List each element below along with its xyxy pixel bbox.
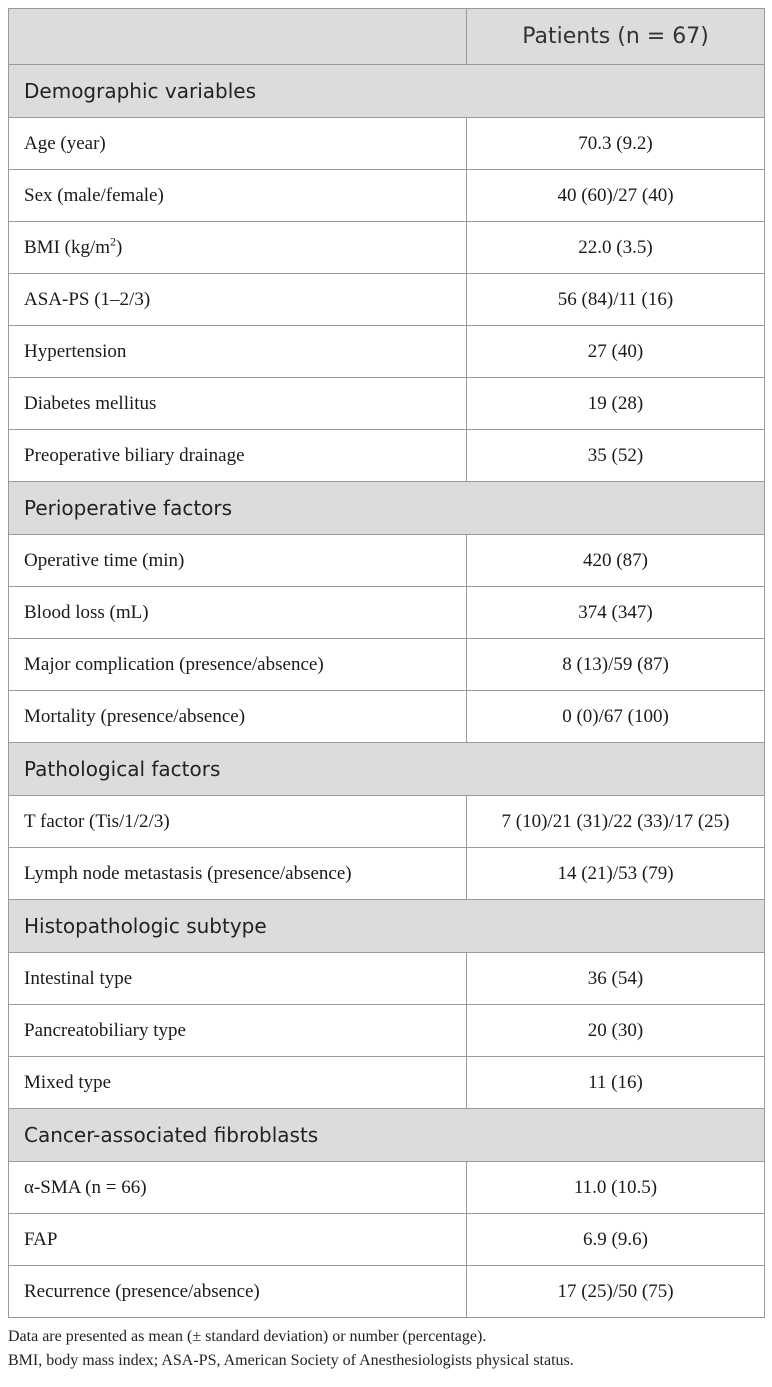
row-label (9, 118, 467, 170)
section-header-row (9, 1109, 765, 1162)
section-header-row (9, 900, 765, 953)
table-row (9, 326, 765, 378)
row-label-text: Major complication (presence/absence) (24, 653, 324, 675)
section-title: Demographic variables (9, 65, 765, 118)
row-value: 56 (84)/11 (16) (467, 274, 765, 326)
row-label (9, 796, 467, 848)
row-value: 35 (52) (467, 430, 765, 482)
table-row (9, 953, 765, 1005)
row-label (9, 274, 467, 326)
table-row (9, 1266, 765, 1318)
row-value: 11.0 (10.5) (467, 1162, 765, 1214)
table-row (9, 1162, 765, 1214)
table-row (9, 1057, 765, 1109)
row-value: 36 (54) (467, 953, 765, 1005)
row-label (9, 326, 467, 378)
table-row (9, 274, 765, 326)
row-label (9, 587, 467, 639)
row-label-superscript: 2 (110, 234, 117, 249)
footnote-data-presentation: Data are presented as mean (± standard deviation) or number (percentage). (8, 1328, 487, 1345)
row-value: 14 (21)/53 (79) (467, 848, 765, 900)
row-label (9, 1005, 467, 1057)
footnote-abbreviations: BMI, body mass index; ASA-PS, American Society of Anesthesiologists physical status. (8, 1352, 574, 1369)
row-value: 19 (28) (467, 378, 765, 430)
patient-characteristics-table-container (8, 8, 764, 1318)
row-label (9, 1266, 467, 1318)
row-value: 0 (0)/67 (100) (467, 691, 765, 743)
table-header-row (9, 9, 765, 65)
row-label (9, 170, 467, 222)
patient-characteristics-table (8, 8, 765, 1318)
section-title: Perioperative factors (9, 482, 765, 535)
table-footnotes (8, 1325, 768, 1373)
row-label-text: Operative time (min) (24, 549, 185, 571)
header-patients-column: Patients (n = 67) (467, 9, 765, 65)
row-label (9, 639, 467, 691)
row-label-text: Intestinal type (24, 967, 133, 989)
table-row (9, 222, 765, 274)
row-label (9, 848, 467, 900)
row-label-text: Lymph node metastasis (presence/absence) (24, 862, 352, 884)
row-value: 27 (40) (467, 326, 765, 378)
row-label-text: Mixed type (24, 1071, 112, 1093)
row-label-text: FAP (24, 1228, 58, 1250)
row-label (9, 953, 467, 1005)
table-row (9, 378, 765, 430)
table-row (9, 587, 765, 639)
row-label-end: ) (116, 236, 123, 258)
row-label (9, 1057, 467, 1109)
header-variable-column (9, 9, 467, 65)
row-label-text: T factor (Tis/1/2/3) (24, 810, 170, 832)
row-value: 40 (60)/27 (40) (467, 170, 765, 222)
row-label (9, 222, 467, 274)
row-label (9, 691, 467, 743)
table-row (9, 430, 765, 482)
row-value: 8 (13)/59 (87) (467, 639, 765, 691)
row-value: 22.0 (3.5) (467, 222, 765, 274)
row-value: 420 (87) (467, 535, 765, 587)
table-row (9, 118, 765, 170)
row-value: 20 (30) (467, 1005, 765, 1057)
table-row (9, 1005, 765, 1057)
row-value: 7 (10)/21 (31)/22 (33)/17 (25) (467, 796, 765, 848)
row-label-text: Recurrence (presence/absence) (24, 1280, 260, 1302)
row-value: 17 (25)/50 (75) (467, 1266, 765, 1318)
row-label-text: α-SMA (n = 66) (24, 1176, 147, 1198)
row-label-text: BMI (kg/m (24, 236, 111, 258)
row-label-text: Hypertension (24, 340, 127, 362)
row-value: 11 (16) (467, 1057, 765, 1109)
row-label (9, 535, 467, 587)
section-header-row (9, 65, 765, 118)
row-label-text: ASA-PS (1–2/3) (24, 288, 151, 310)
row-label-text: Blood loss (mL) (24, 601, 149, 623)
row-label-text: Age (year) (24, 132, 106, 154)
row-value: 374 (347) (467, 587, 765, 639)
section-title: Histopathologic subtype (9, 900, 765, 953)
table-row (9, 170, 765, 222)
table-row (9, 848, 765, 900)
table-row (9, 796, 765, 848)
table-row (9, 691, 765, 743)
section-title: Pathological factors (9, 743, 765, 796)
row-label (9, 378, 467, 430)
row-label (9, 1214, 467, 1266)
section-header-row (9, 743, 765, 796)
row-value: 70.3 (9.2) (467, 118, 765, 170)
section-title: Cancer-associated fibroblasts (9, 1109, 765, 1162)
row-label-text: Preoperative biliary drainage (24, 444, 245, 466)
row-label (9, 430, 467, 482)
row-label-text: Diabetes mellitus (24, 392, 157, 414)
table-row (9, 1214, 765, 1266)
table-row (9, 639, 765, 691)
row-label-text: Mortality (presence/absence) (24, 705, 246, 727)
row-label-text: Sex (male/female) (24, 184, 164, 206)
row-label (9, 1162, 467, 1214)
table-row (9, 535, 765, 587)
row-value: 6.9 (9.6) (467, 1214, 765, 1266)
row-label-text: Pancreatobiliary type (24, 1019, 186, 1041)
section-header-row (9, 482, 765, 535)
table-body (9, 65, 765, 1318)
